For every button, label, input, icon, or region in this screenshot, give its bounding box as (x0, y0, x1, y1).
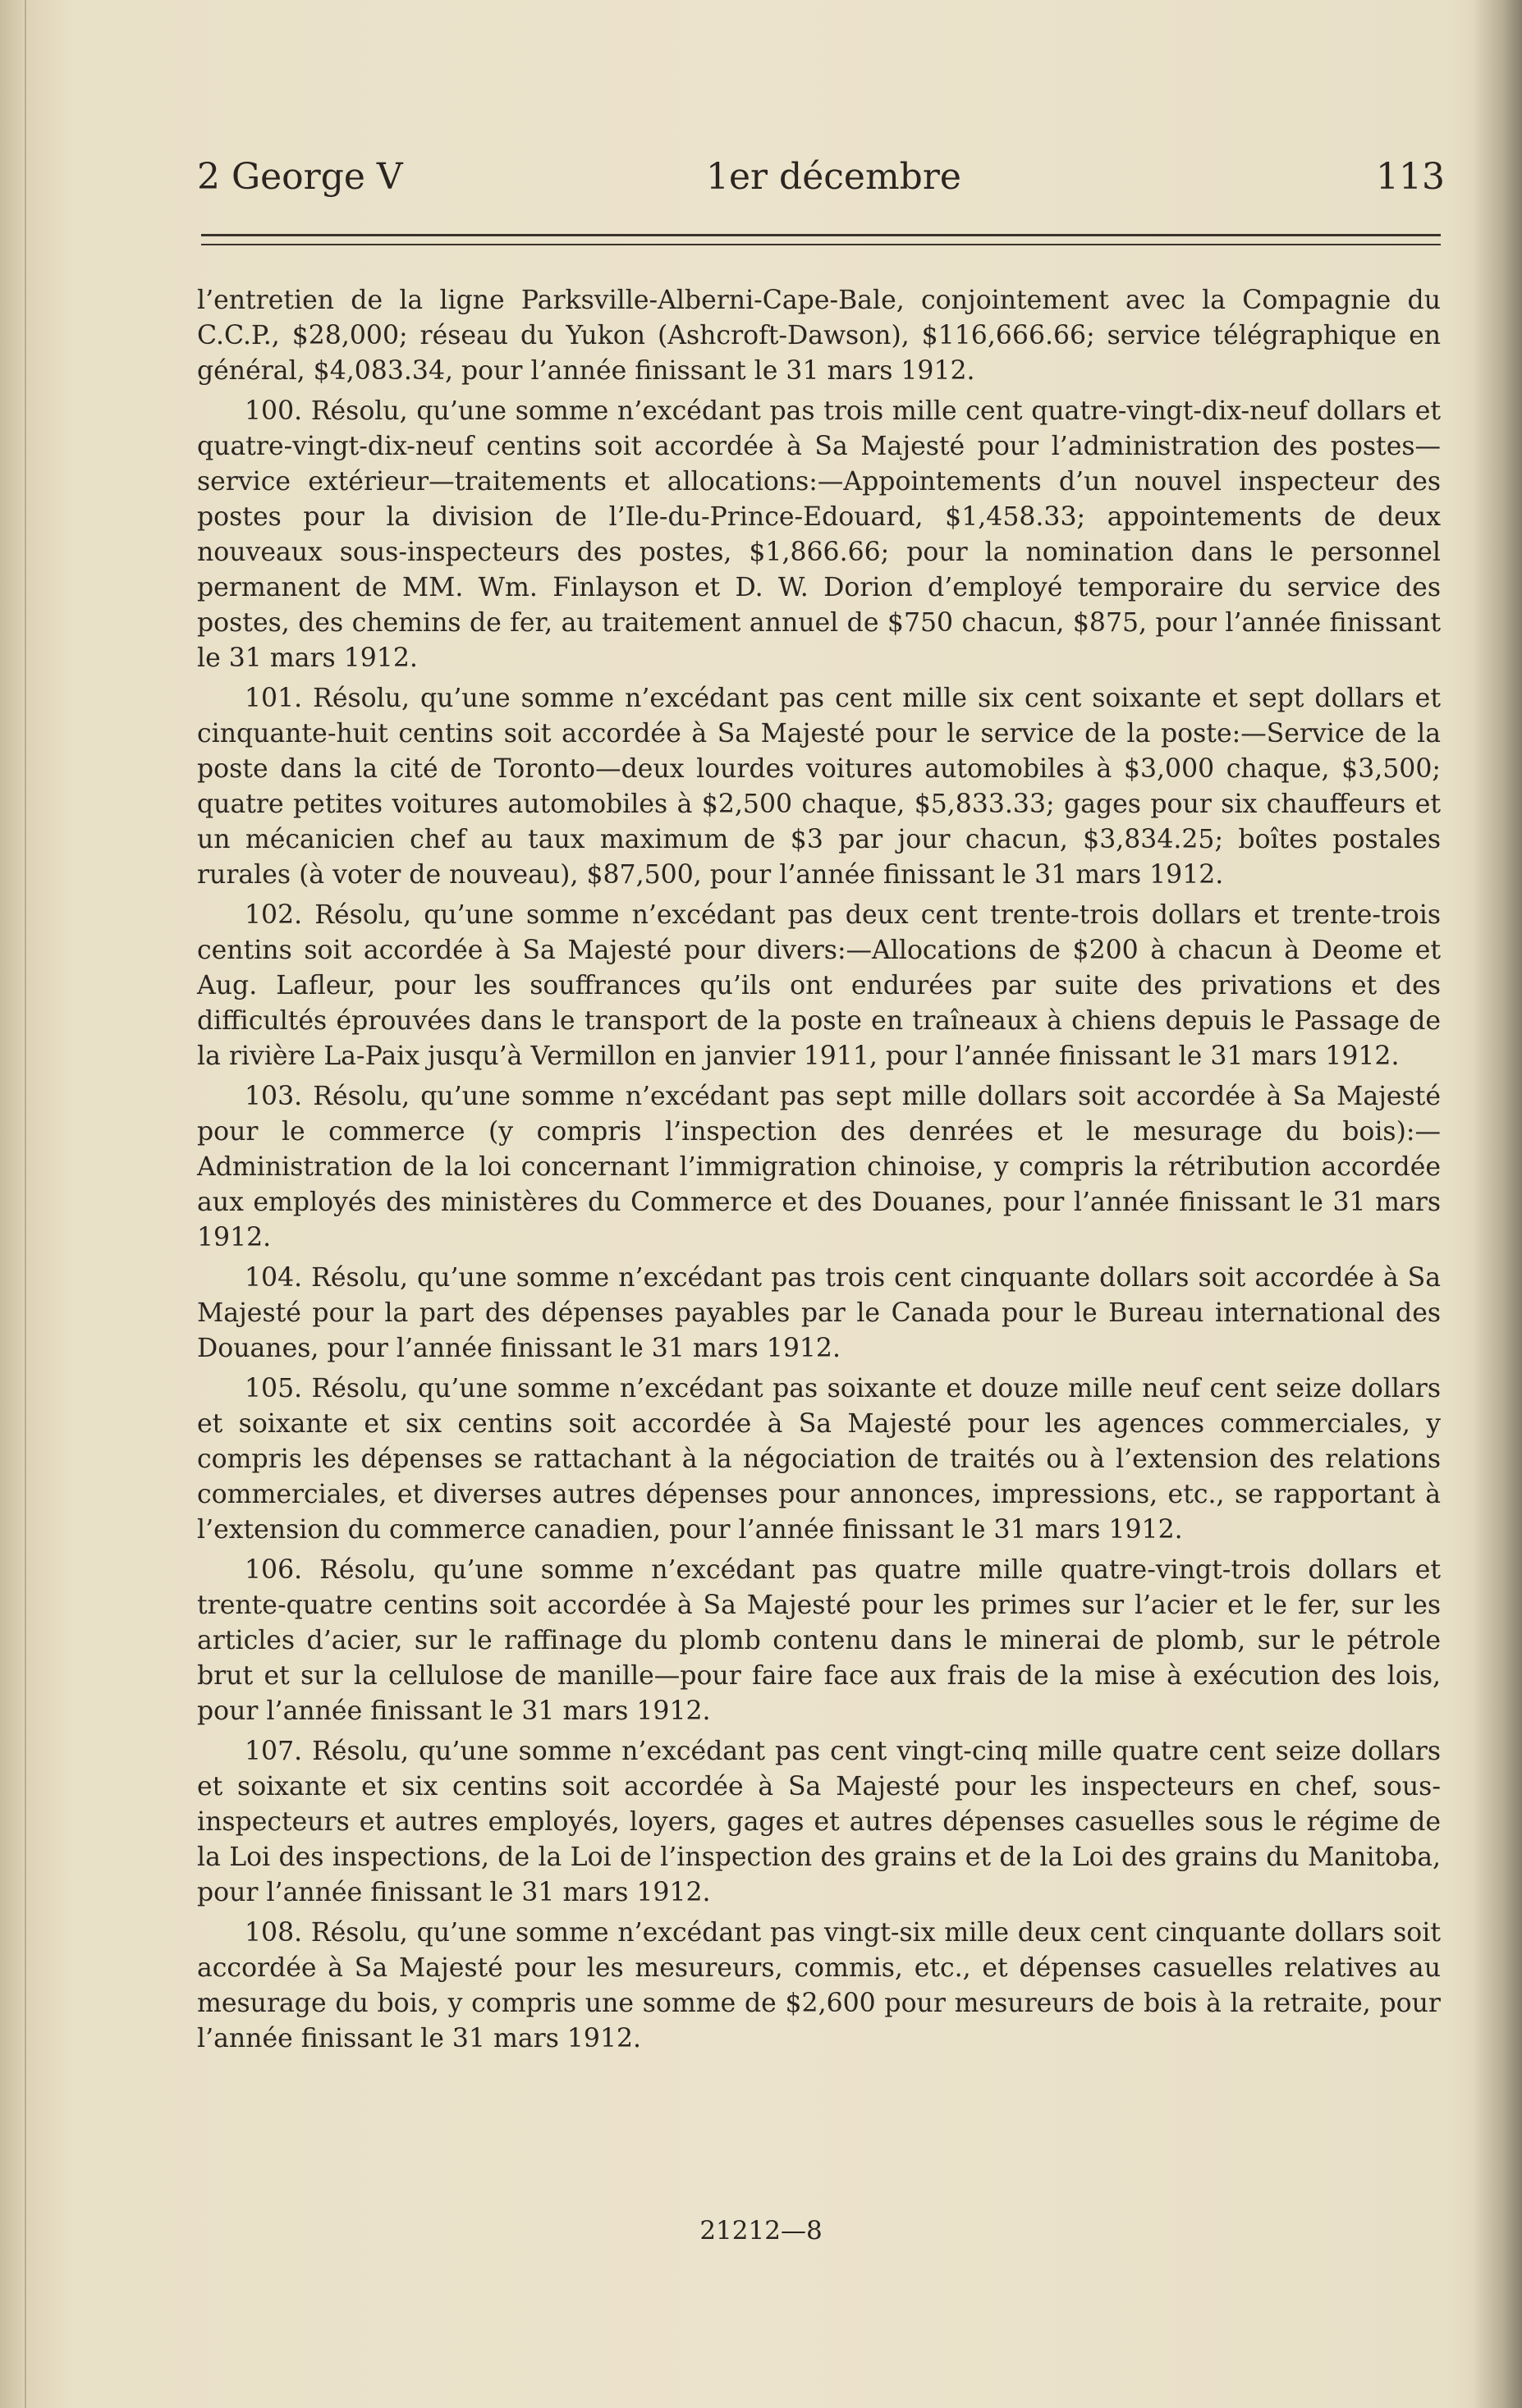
body-text (197, 283, 1441, 2062)
resolution-107: 107. Résolu, qu’une somme n’excédant pas cent vingt-cinq mille quatre cent seize dollars et soixante et six centins soit accordée à Sa Majesté pour les inspecteurs en chef, sous-inspecteurs et autres employés, loyers, gages et autres dépenses casuelles sous le régime de la Loi des inspections, de la Loi de l’inspection des grains et de la Loi des grains du Manitoba, pour l’année finissant le 31 mars 1912. (197, 1737, 1441, 1907)
resolution-102: 102. Résolu, qu’une somme n’excédant pas deux cent trente-trois dollars et trente-trois centins soit accordée à Sa Majesté pour divers:—Allocations de $200 à chacun à Deome et Aug. Lafleur, pour les souffrances qu’ils ont endurées par suite des privations et des difficultés éprouvées dans le transport de la poste en traîneaux à chiens depuis le Passage de la rivière La-Paix jusqu’à Vermillon en janvier 1911, pour l’année finissant le 31 mars 1912. (197, 900, 1441, 1071)
resolution-105: 105. Résolu, qu’une somme n’excédant pas soixante et douze mille neuf cent seize dollars et soixante et six centins soit accordée à Sa Majesté pour les agences commerciales, y compris les dépenses se rattachant à la négociation de traités ou à l’extension des relations commerciales, et diverses autres dépenses pour annonces, impressions, etc., se rapportant à l’extension du commerce canadien, pour l’année finissant le 31 mars 1912. (197, 1374, 1441, 1545)
resolution-108: 108. Résolu, qu’une somme n’excédant pas vingt-six mille deux cent cinquante dollars soit accordée à Sa Majesté pour les mesureurs, commis, etc., et dépenses casuelles relatives au mesurage du bois, y compris une somme de $2,600 pour mesureurs de bois à la retraite, pour l’année finissant le 31 mars 1912. (197, 1918, 1441, 2053)
paragraph-continuation: l’entretien de la ligne Parksville-Alberni-Cape-Bale, conjointement avec la Compagnie du C.C.P., $28,000; réseau du Yukon (Ashcroft-Dawson), $116,666.66; service télégraphique en général, $4,083.34, pour l’année finissant le 31 mars 1912. (197, 286, 1441, 386)
page-number: 113 (1376, 156, 1445, 198)
page-edge-shadow (1473, 0, 1522, 2408)
resolution-103: 103. Résolu, qu’une somme n’excédant pas sept mille dollars soit accordée à Sa Majesté pour le commerce (y compris l’inspection des denrées et le mesurage du bois):—Administration de la loi concernant l’immigration chinoise, y compris la rétribution accordée aux employés des ministères du Commerce et des Douanes, pour l’année finissant le 31 mars 1912. (197, 1082, 1441, 1252)
header-date: 1er décembre (706, 156, 961, 198)
header-rule-top (201, 234, 1441, 236)
header-rule-bottom (201, 244, 1441, 245)
header-session: 2 George V (197, 156, 403, 198)
resolution-101: 101. Résolu, qu’une somme n’excédant pas cent mille six cent soixante et sept dollars et cinquante-huit centins soit accordée à Sa Majesté pour le service de la poste:—Service de la poste dans la cité de Toronto—deux lourdes voitures automobiles à $3,000 chaque, $3,500; quatre petites voitures automobiles à $2,500 chaque, $5,833.33; gages pour six chauffeurs et un mécanicien chef au taux maximum de $3 par jour chacun, $3,834.25; boîtes postales rurales (à voter de nouveau), $87,500, pour l’année finissant le 31 mars 1912. (197, 684, 1441, 890)
binding-line (25, 0, 26, 2408)
resolution-100: 100. Résolu, qu’une somme n’excédant pas trois mille cent quatre-vingt-dix-neuf dollars et quatre-vingt-dix-neuf centins soit accordée à Sa Majesté pour l’administration des postes—service extérieur—traitements et allocations:—Appointements d’un nouvel inspecteur des postes pour la division de l’Ile-du-Prince-Edouard, $1,458.33; appointements de deux nouveaux sous-inspecteurs des postes, $1,866.66; pour la nomination dans le personnel permanent de MM. Wm. Finlayson et D. W. Dorion d’employé temporaire du service des postes, des chemins de fer, au traitement annuel de $750 chacun, $875, pour l’année finissant le 31 mars 1912. (197, 396, 1441, 673)
resolution-106: 106. Résolu, qu’une somme n’excédant pas quatre mille quatre-vingt-trois dollars et trente-quatre centins soit accordée à Sa Majesté pour les primes sur l’acier et le fer, sur les articles d’acier, sur le raffinage du plomb contenu dans le minerai de plomb, sur le pétrole brut et sur la cellulose de manille—pour faire face aux frais de la mise à exécution des lois, pour l’année finissant le 31 mars 1912. (197, 1555, 1441, 1726)
printer-signature: 21212—8 (699, 2216, 823, 2245)
running-header (197, 156, 1445, 213)
resolution-104: 104. Résolu, qu’une somme n’excédant pas trois cent cinquante dollars soit accordée à Sa Majesté pour la part des dépenses payables par le Canada pour le Bureau international des Douanes, pour l’année finissant le 31 mars 1912. (197, 1263, 1441, 1363)
